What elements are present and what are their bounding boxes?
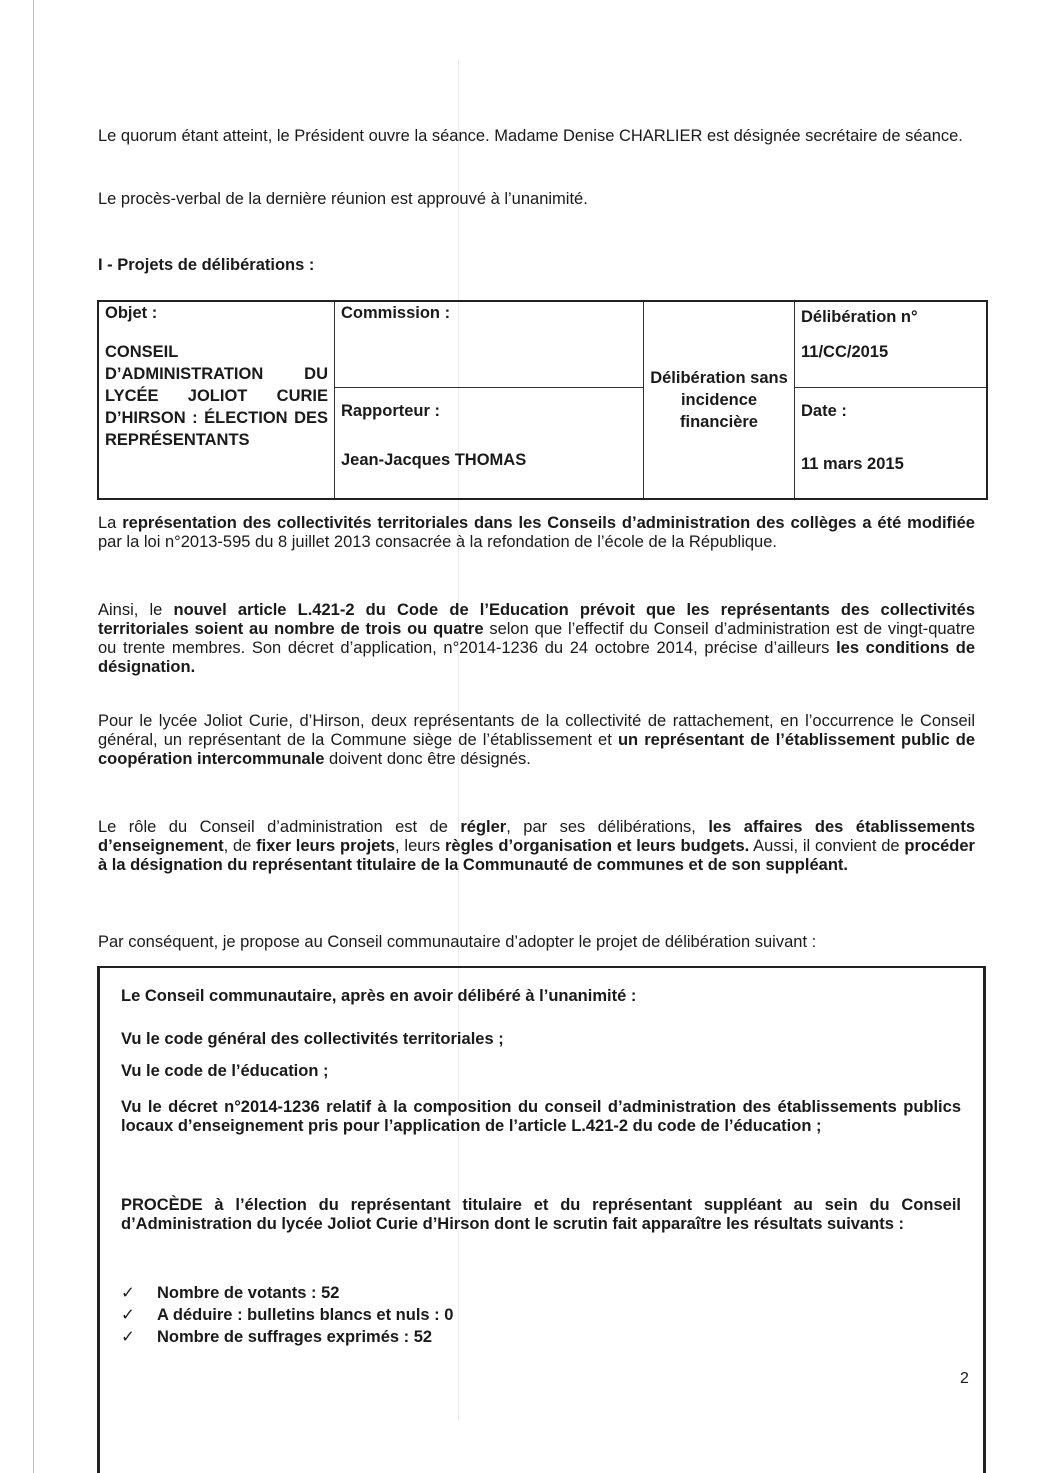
intro-paragraph-quorum: Le quorum étant atteint, le Président ouvre la séance. Madame Denise CHARLIER est désignée secrétaire de séance.: [98, 127, 963, 145]
deliberation-procede: PROCÈDE à l’élection du représentant titulaire et du représentant suppléant au sein du Conseil d’Administration du lycée Joliot Curie d’Hirson dont le scrutin fait apparaître les résultats suivants :: [121, 1196, 961, 1233]
deliberation-number-cell: [795, 301, 988, 387]
result-item: ✓ Nombre de suffrages exprimés : 52: [121, 1328, 433, 1346]
rapporteur-cell: [335, 387, 644, 499]
objet-label: Objet :: [105, 304, 158, 322]
paragraph-representation: La représentation des collectivités territoriales dans les Conseils d’administration des collèges a été modifiée par la loi n°2013-595 du 8 juillet 2013 consacrée à la refondation de l’école de la République.: [98, 514, 975, 551]
deliberation-vu-code-education: Vu le code de l’éducation ;: [121, 1062, 329, 1080]
scan-edge-line: [33, 0, 34, 1473]
check-icon: ✓: [121, 1284, 135, 1302]
deliberation-vu-decret: Vu le décret n°2014-1236 relatif à la composition du conseil d’administration des établissements publics locaux d’enseignement pris pour l’application de l’article L.421-2 du code de l’éducation ;: [121, 1098, 961, 1135]
results-list: [121, 1282, 453, 1348]
check-icon: ✓: [121, 1306, 135, 1324]
objet-text: CONSEIL D’ADMINISTRATION DU LYCÉE JOLIOT CURIE D’HIRSON : ÉLECTION DES REPRÉSENTANTS: [105, 343, 328, 449]
commission-cell: [335, 301, 644, 387]
deliberation-number-label: Délibération n°: [801, 308, 918, 326]
rapporteur-label: Rapporteur :: [341, 401, 440, 420]
deliberation-type-cell: Délibération sans incidence financière: [644, 301, 795, 499]
commission-label: Commission :: [341, 304, 451, 322]
deliberation-header-table: [97, 300, 988, 500]
page-number: 2: [960, 1370, 969, 1387]
deliberation-vu-cgct: Vu le code général des collectivités territoriales ;: [121, 1030, 504, 1048]
deliberation-intro: Le Conseil communautaire, après en avoir délibéré à l’unanimité :: [121, 987, 637, 1005]
date-cell: [795, 387, 988, 499]
result-item: ✓ A déduire : bulletins blancs et nuls : 0: [121, 1306, 454, 1324]
paragraph-lycee: Pour le lycée Joliot Curie, d’Hirson, deux représentants de la collectivité de rattachement, en l’occurrence le Conseil général, un représentant de la Commune siège de l’établissement et un représentant de l’établissement public de coopération intercommunale doivent donc être désignés.: [98, 712, 976, 768]
objet-cell: [98, 301, 335, 499]
date-label: Date :: [801, 401, 847, 420]
paragraph-role: Le rôle du Conseil d’administration est de régler, par ses délibérations, les affaires des établissements d’enseignement, de fixer leurs projets, leurs règles d’organisation et leurs budgets. Aussi, il convient de procéder à la désignation du représentant titulaire de la Communauté de communes et de son suppléant.: [98, 818, 975, 874]
section-title: I - Projets de délibérations :: [98, 256, 315, 274]
check-icon: ✓: [121, 1328, 135, 1346]
deliberation-number: 11/CC/2015: [801, 343, 889, 361]
paragraph-proposal: Par conséquent, je propose au Conseil communautaire d’adopter le projet de délibération suivant :: [98, 933, 817, 951]
intro-paragraph-pv: Le procès-verbal de la dernière réunion est approuvé à l’unanimité.: [98, 190, 588, 208]
rapporteur-name: Jean-Jacques THOMAS: [341, 450, 527, 469]
date-value: 11 mars 2015: [801, 454, 904, 473]
result-item: ✓ Nombre de votants : 52: [121, 1284, 340, 1302]
paragraph-article: Ainsi, le nouvel article L.421-2 du Code de l’Education prévoit que les représentants des collectivités territoriales soient au nombre de trois ou quatre selon que l’effectif du Conseil d’administration est de vingt-quatre ou trente membres. Son décret d’application, n°2014-1236 du 24 octobre 2014, précise d’ailleurs les conditions de désignation.: [98, 601, 975, 676]
